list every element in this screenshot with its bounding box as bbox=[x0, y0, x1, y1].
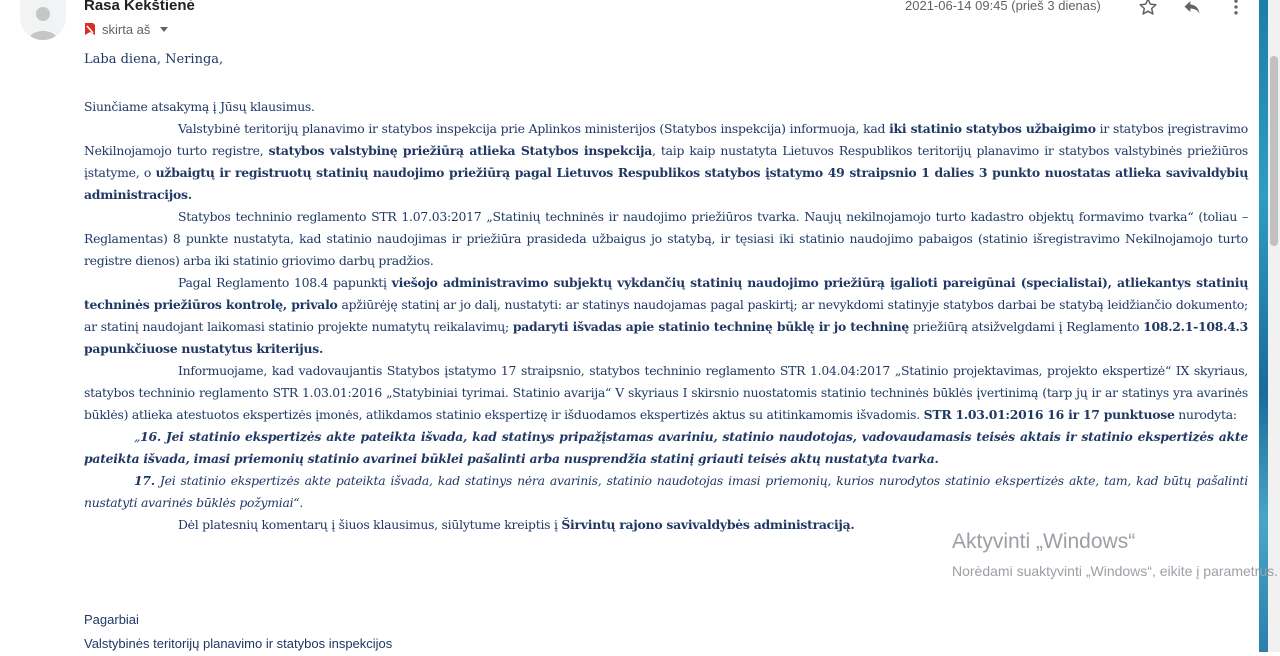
organization-line: Valstybinės teritorijų planavimo ir statybos inspekcijos bbox=[84, 636, 393, 651]
quote-17: 17. Jei statinio ekspertizės akte pateikta išvada, kad statinys nėra avarinis, statinio naudotojas imasi priemonių, kurios nurodytos statinio ekspertizės akte, tam, kad būtų pašalinti nustatyti avarinės būklės požymiai“. bbox=[84, 473, 1248, 510]
intro-paragraph: Siunčiame atsakymą į Jūsų klausimus. bbox=[84, 99, 315, 114]
windows-activation-watermark bbox=[952, 530, 1280, 582]
paragraph-4: Informuojame, kad vadovaujantis Statybos įstatymo 17 straipsnio, statybos techninio reglamento STR 1.04.04:2017 „Statinio projektavimas, projekto ekspertizė“ IX skyriaus, statybos techninio reglamento STR 1.03.01:2016 „Statybiniai tyrimai. Statinio avarija“ V skyriaus I skirsnio nuostatomis statinio techninės būklės įvertinimą (tarp jų ir ar statinys yra avarinės būklės) atlieka atestuotos ekspertizės įmonės, atlikdamos statinio ekspertizę ir išduodamos ekspertizės aktus su atitinkamomis išvadomis. STR 1.03.01:2016 16 ir 17 punktuose nurodyta: bbox=[84, 363, 1248, 422]
recipient-label: skirta aš bbox=[102, 21, 151, 37]
paragraph-1: Valstybinė teritorijų planavimo ir statybos inspekcija prie Aplinkos ministerijos (Statybos inspekcija) informuoja, kad iki statinio statybos užbaigimo ir statybos įregistravimo Nekilnojamojo turto registre, statybos valstybinę priežiūrą atlieka Statybos inspekcija, taip kaip nustatyta Lietuvos Respublikos teritorijų planavimo ir statybos valstybinės priežiūros įstatyme, o užbaigtų ir registruotų statinių naudojimo priežiūrą pagal Lietuvos Respublikos statybos įstatymo 49 straipsnio 1 dalies 3 punkto nuostatas atlieka savivaldybių administracijos. bbox=[84, 121, 1249, 202]
paragraph-5: Dėl platesnių komentarų į šiuos klausimus, siūlytume kreiptis į Širvintų rajono savivaldybės administraciją. bbox=[178, 517, 855, 532]
signature bbox=[84, 608, 392, 656]
message-date: 2021-06-14 09:45 (prieš 3 dienas) bbox=[905, 0, 1101, 13]
star-icon[interactable] bbox=[1137, 0, 1159, 18]
chevron-down-icon[interactable] bbox=[160, 27, 168, 32]
paragraph-2: Statybos techninio reglamento STR 1.07.03:2017 „Statinių techninės ir naudojimo priežiūros tvarka. Naujų nekilnojamojo turto kadastro objektų formavimo tvarka“ (toliau – Reglamentas) 8 punkte nustatyta, kad statinio naudojimas ir priežiūra prasideda užbaigus jo statybą, ir tęsiasi iki statinio naudojimo pabaigos (statinio išregistravimo Nekilnojamojo turto registre dienos) arba iki statinio griovimo darbų pradžios. bbox=[84, 209, 1248, 268]
sender-name: Rasa Kekštienė bbox=[84, 0, 195, 14]
greeting: Laba diena, Neringa, bbox=[84, 52, 224, 67]
regards-line: Pagarbiai bbox=[84, 612, 139, 627]
watermark-title: Aktyvinti „Windows“ bbox=[952, 530, 1136, 553]
watermark-subtitle: Norėdami suaktyvinti „Windows“, eikite į parametrus. bbox=[952, 563, 1278, 579]
recipient-details[interactable] bbox=[84, 20, 168, 38]
scrollbar-thumb[interactable] bbox=[1270, 56, 1278, 246]
quote-16: „16. Jei statinio ekspertizės akte pateikta išvada, kad statinys pripažįstamas avariniu, statinio naudotojas, vadovaudamasis teisės aktais ir statinio ekspertizės akte pateikta išvada, imasi priemonių statinio avarinei būklei pašalinti arba nusprendžia statinį griauti teisės aktų nustatyta tvarka. bbox=[84, 429, 1248, 466]
paragraph-3: Pagal Reglamento 108.4 papunktį viešojo administravimo subjektų vykdančių statinių naudojimo priežiūrą įgalioti pareigūnai (specialistai), atliekantys statinių techninės priežiūros kontrolę, privalo apžiūrėję statinį ar jo dalį, nustatyti: ar statinys naudojamas pagal paskirtį; ar nevykdomi statinyje statybos darbai be statybą leidžiančio dokumento; ar statinį naudojant laikomasi statinio projekte numatytų reikalavimų; padaryti išvadas apie statinio techninę būklę ir jo techninę priežiūrą atsižvelgdami į Reglamento 108.2.1-108.4.3 papunkčiuose nustatytus kriterijus. bbox=[84, 275, 1248, 356]
reply-icon[interactable] bbox=[1181, 0, 1203, 18]
message-body bbox=[84, 96, 1248, 536]
sender-avatar[interactable] bbox=[20, 0, 66, 40]
avatar-person-icon bbox=[20, 0, 66, 40]
more-vertical-icon[interactable] bbox=[1225, 0, 1247, 18]
important-label-icon[interactable] bbox=[84, 22, 96, 36]
